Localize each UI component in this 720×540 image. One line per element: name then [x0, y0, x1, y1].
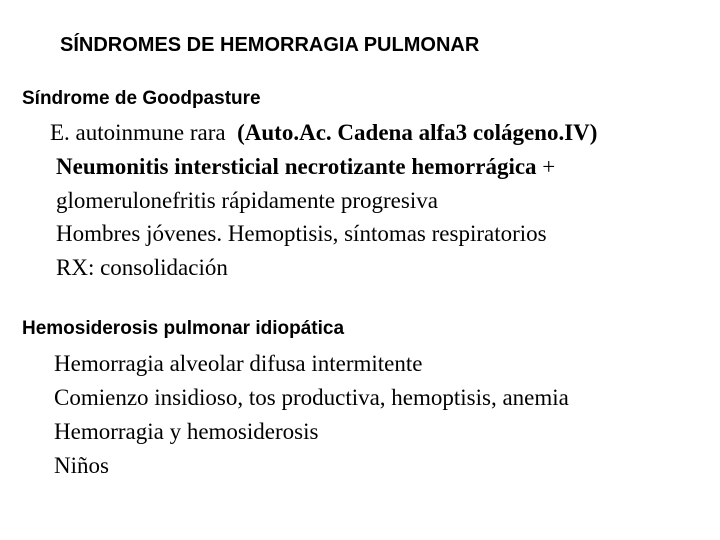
goodpasture-line-2 [56, 155, 555, 178]
goodpasture-line-1 [50, 121, 597, 144]
goodpasture-line-4: Hombres jóvenes. Hemoptisis, síntomas respiratorios [56, 221, 547, 246]
goodpasture-line-3: glomerulonefritis rápidamente progresiva [56, 188, 438, 213]
goodpasture-line-1-bold: (Auto.Ac. Cadena alfa3 colágeno.IV) [237, 120, 598, 145]
hemosiderosis-line: Comienzo insidioso, tos productiva, hemoptisis, anemia [54, 385, 569, 410]
goodpasture-line-1-text: E. autoinmune rara [50, 120, 238, 145]
section-heading-goodpasture: Síndrome de Goodpasture [22, 88, 261, 109]
goodpasture-line-2-text: + [536, 154, 556, 179]
section-heading-hemosiderosis: Hemosiderosis pulmonar idiopática [22, 318, 345, 339]
hemosiderosis-line: Hemorragia alveolar difusa intermitente [54, 351, 423, 376]
slide-title: SÍNDROMES DE HEMORRAGIA PULMONAR [60, 34, 480, 56]
goodpasture-line-2-bold: Neumonitis intersticial necrotizante hemorrágica [56, 154, 537, 179]
hemosiderosis-line: Niños [54, 453, 109, 478]
hemosiderosis-line: Hemorragia y hemosiderosis [54, 419, 319, 444]
goodpasture-line-5: RX: consolidación [56, 255, 228, 280]
